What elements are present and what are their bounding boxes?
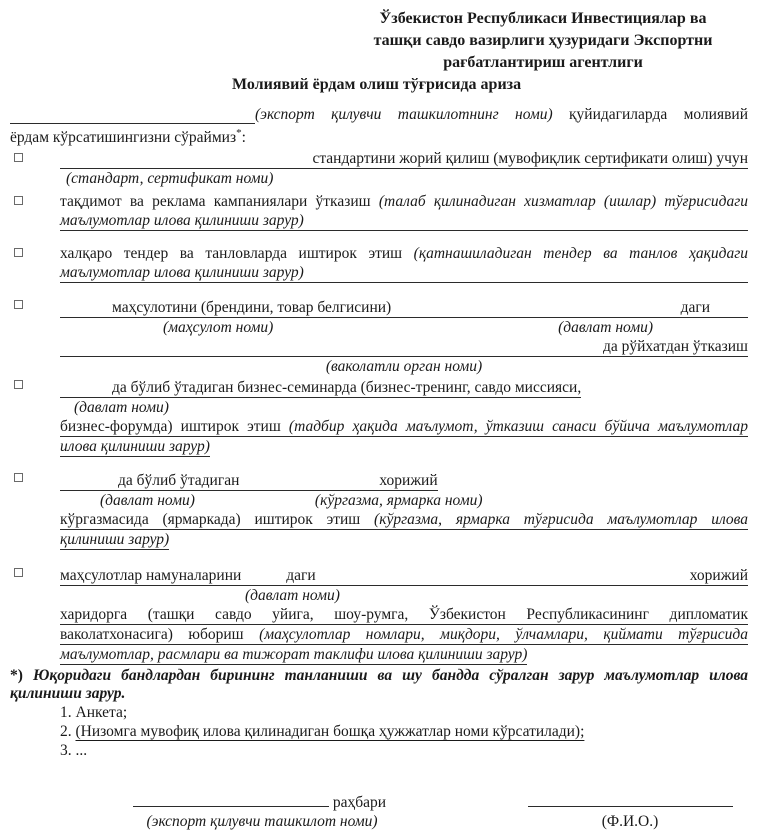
item-samples-line-2	[60, 605, 748, 625]
samples-text-right: хорижий	[689, 567, 748, 585]
agency-header	[352, 8, 734, 74]
item-standard	[10, 149, 748, 188]
attachments-list	[60, 703, 748, 760]
checkbox-trademark[interactable]	[14, 300, 23, 309]
org-signature-caption: (экспорт қилувчи ташкилот номи)	[146, 813, 378, 831]
samples-dagi-text: даги	[286, 567, 316, 585]
standard-caption: (стандарт, сертификат номи)	[66, 170, 274, 188]
footnote-marker: *)	[10, 667, 23, 685]
item-samples-content	[60, 564, 748, 665]
fio-field[interactable]	[528, 792, 733, 807]
signature-fio-line	[527, 792, 733, 812]
intro-text-1: қуйидагиларда молиявий	[569, 106, 748, 123]
samples-text-2: харидорга (ташқи савдо уйига, шоу-румга, Ўзбекистон Республикасининг дипломатик	[60, 606, 748, 624]
item-seminar	[10, 376, 748, 457]
product-name-field[interactable]	[60, 296, 112, 312]
checkbox-cell	[10, 376, 60, 389]
seminar-note-2: илова қилиниши зарур)	[60, 438, 210, 456]
trailing-space	[710, 296, 748, 312]
item-exhibition-captions	[60, 491, 748, 510]
intro-colon: :	[241, 129, 246, 147]
signature-left-column	[133, 792, 391, 831]
checkbox-tender[interactable]	[14, 248, 23, 257]
item-exhibition-line-2	[60, 510, 748, 530]
checkbox-exhibition[interactable]	[14, 473, 23, 482]
country-name-caption: (давлат номи)	[558, 319, 653, 337]
intro-line-2	[10, 124, 748, 147]
item-presentation-line-1	[60, 192, 748, 211]
item-trademark-content	[60, 296, 748, 376]
item-tender-content	[60, 244, 748, 283]
signature-right-column	[527, 792, 733, 831]
item-seminar-line-3	[60, 437, 748, 457]
seminar-country-field[interactable]	[60, 376, 112, 392]
exhibition-text-1: да бўлиб ўтадиган	[118, 472, 240, 490]
attachment-2-number: 2.	[60, 723, 72, 741]
samples-country-caption: (давлат номи)	[245, 587, 340, 605]
signature-block	[10, 792, 748, 831]
checkbox-cell	[10, 564, 60, 577]
samples-note-1: (маҳсулотлар номлари, миқдори, ўлчамлари, қиймати тўғрисида	[259, 626, 748, 644]
checkbox-cell	[10, 469, 60, 482]
item-samples-line-3	[60, 625, 748, 645]
product-name-caption: (маҳсулот номи)	[163, 319, 274, 337]
seminar-text-2: бизнес-форумда) иштирок этиш	[60, 418, 281, 436]
checkbox-presentation[interactable]	[14, 196, 23, 205]
footnote-text: Юқоридаги бандлардан бирининг танланиши ва шу бандда сўралган зарур маълумотлар илова қилиниши зарур.	[10, 667, 749, 703]
exhibition-country-caption: (давлат номи)	[100, 492, 195, 510]
form-title: Молиявий ёрдам олиш тўғрисида ариза	[232, 76, 522, 93]
trademark-register-text: да рўйхатдан ўтказиш	[602, 338, 748, 356]
tender-option-text: халқаро тендер ва танловларда иштирок этиш	[60, 245, 403, 263]
item-seminar-line-1	[60, 376, 748, 398]
item-trademark-captions	[60, 318, 748, 337]
agency-name-line-2: ташқи савдо вазирлиги ҳузуридаги Экспортни	[373, 32, 713, 49]
fio-caption: (Ф.И.О.)	[601, 813, 659, 831]
footnote-asterisk: *	[236, 127, 242, 139]
trademark-option-text: маҳсулотини (брендини, товар белгисини)	[112, 299, 392, 317]
item-standard-content	[60, 149, 748, 188]
item-samples-line-4	[60, 645, 748, 665]
intro-paragraph	[10, 105, 748, 147]
seminar-underlined-segment	[60, 376, 581, 398]
exhibition-text-right: хорижий	[379, 472, 438, 490]
exhibition-note-1: (кўргазма, ярмарка тўғрисида маълумотлар илова	[374, 511, 748, 529]
checkbox-cell	[10, 192, 60, 205]
item-tender-line-2	[60, 263, 748, 283]
checkbox-standard[interactable]	[14, 153, 23, 162]
item-exhibition	[10, 469, 748, 550]
authority-name-caption: (ваколатли орган номи)	[325, 358, 483, 376]
intro-text-2: ёрдам кўрсатишингизни сўраймиз	[10, 129, 237, 147]
org-name-field[interactable]	[10, 108, 255, 124]
item-exhibition-line-3	[60, 530, 748, 550]
checkbox-samples[interactable]	[14, 568, 23, 577]
item-tender-line-1	[60, 244, 748, 263]
checkbox-cell	[10, 244, 60, 257]
exhibition-name-field[interactable]	[239, 469, 379, 485]
item-trademark	[10, 296, 748, 376]
samples-text-1: маҳсулотлар намуналарини	[60, 567, 242, 585]
seminar-note-1: (тадбир ҳақида маълумот, ўтказиш санаси бўйича маълумотлар	[288, 418, 748, 436]
exhibition-text-2: кўргазмасида (ярмаркада) иштирок этиш	[60, 511, 361, 529]
trademark-dagi-text: даги	[680, 299, 710, 317]
item-trademark-line-2	[60, 337, 748, 357]
item-seminar-line-2	[60, 417, 748, 437]
presentation-note-2: маълумотлар илова қилиниши зарур)	[60, 212, 304, 230]
tender-note-1: (қатнашиладиган тендер ва танлов ҳақидаги	[413, 245, 748, 263]
seminar-option-text: да бўлиб ўтадиган бизнес-семинарда (бизнес-тренинг, савдо миссияси,	[112, 379, 582, 397]
checkbox-cell	[10, 149, 60, 162]
footnote	[10, 667, 748, 703]
attachment-1: 1. Анкета;	[60, 704, 128, 722]
agency-name-line-1: Ўзбекистон Республикаси Инвестициялар ва	[379, 10, 707, 27]
item-exhibition-line-1	[60, 469, 748, 491]
leader-label: раҳбари	[332, 794, 387, 812]
signature-org-line	[133, 792, 391, 812]
item-exhibition-content	[60, 469, 748, 550]
exhibition-country-field[interactable]	[60, 469, 118, 485]
item-seminar-content	[60, 376, 748, 457]
item-standard-line-1	[60, 149, 748, 169]
item-presentation-line-2	[60, 211, 748, 231]
samples-note-2: маълумотлар, расмлари ва тижорат таклифи илова қилиниши зарур)	[60, 646, 528, 664]
attachment-3: 3. ...	[60, 742, 88, 760]
checkbox-cell	[10, 296, 60, 309]
item-trademark-line-1	[60, 296, 748, 318]
samples-country-field[interactable]	[241, 564, 286, 580]
item-samples	[10, 564, 748, 665]
attachment-2-text: (Низомга мувофиқ илова қилинадиган бошқа ҳужжатлар номи кўрсатилади);	[75, 723, 585, 741]
presentation-option-text: тақдимот ва реклама кампаниялари ўтказиш	[60, 193, 371, 211]
presentation-note-1: (талаб қилинадиган хизматлар (ишлар) тўғрисидаги	[378, 193, 748, 211]
exhibition-underlined-segment	[60, 469, 438, 491]
agency-name-line-3: рағбатлантириш агентлиги	[443, 54, 643, 71]
item-samples-line-1	[60, 564, 748, 586]
tender-note-2: маълумотлар илова қилиниши зарур)	[60, 264, 304, 282]
intro-line-1	[10, 105, 748, 124]
item-presentation-content	[60, 192, 748, 231]
attachment-2	[60, 722, 748, 741]
item-tender	[10, 244, 748, 283]
exhibition-note-2: қилиниши зарур)	[60, 531, 170, 549]
standard-option-text: стандартини жорий қилиш (мувофиқлик сертификати олиш) учун	[312, 150, 748, 168]
samples-text-3: ваколатхонасига) юбориш	[60, 626, 244, 644]
seminar-country-caption: (давлат номи)	[74, 399, 169, 417]
checkbox-seminar[interactable]	[14, 380, 23, 389]
org-name-hint: (экспорт қилувчи ташкилотнинг номи)	[255, 106, 553, 123]
org-signature-field[interactable]	[133, 792, 329, 807]
item-presentation	[10, 192, 748, 231]
exhibition-name-caption: (кўргазма, ярмарка номи)	[314, 492, 483, 510]
